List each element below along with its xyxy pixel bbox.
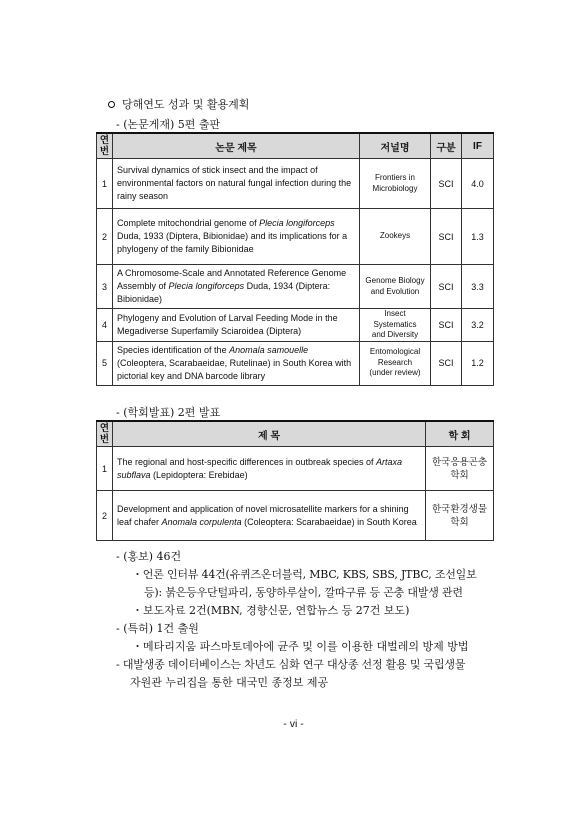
title-text: A Chromosome-Scale and Annotated Reference Genome Assembly of (117, 268, 347, 291)
journal-name-text: Insect Systematics and Diversity (371, 309, 419, 339)
society-name (426, 447, 494, 491)
journal-name-text: Genome Biology and Evolution (365, 276, 425, 296)
presentations-table (96, 420, 494, 541)
title-text: Duda, 1934 (Diptera: Bibionidae) (117, 281, 331, 304)
impact-factor: 3.3 (462, 265, 494, 309)
paper-type: SCI (431, 265, 462, 309)
row-number: 3 (97, 265, 113, 309)
impact-factor: 1.3 (462, 209, 494, 265)
society-name-text: 한국응용곤충 학회 (431, 456, 488, 481)
database-note-continued: 자원관 누리집을 통한 대국민 종정보 제공 (130, 676, 329, 689)
pr-interview-item-continued: 등): 붉은등우단털파리, 동양하루살이, 깔따구류 등 곤충 대발생 관련 (144, 586, 463, 599)
col-header-number: 연 번 (97, 421, 113, 447)
journal-name (360, 265, 431, 309)
species-name: Anomala corpulenta (161, 516, 242, 527)
species-name: Anomala samouelle (229, 344, 309, 355)
database-note: - 대발생종 데이터베이스는 차년도 심화 연구 대상종 선정 활용 및 국립생물 (116, 658, 466, 671)
pr-heading: - (홍보) 46건 (116, 550, 182, 563)
title-text: (Lepidoptera: Erebidae) (150, 469, 248, 480)
table-row (97, 341, 494, 385)
row-number: 4 (97, 309, 113, 342)
paper-type: SCI (431, 209, 462, 265)
paper-title (113, 209, 360, 265)
impact-factor: 1.2 (462, 341, 494, 385)
title-text: Species identification of the (117, 344, 230, 355)
species-name: Plecia longiforceps (168, 281, 245, 291)
presentations-heading: - (학회발표) 2편 발표 (116, 406, 221, 419)
journal-name (360, 159, 431, 209)
page-number: - vi - (283, 718, 304, 730)
col-header-paper-title: 논문 제목 (113, 133, 360, 159)
row-number: 1 (97, 159, 113, 209)
journal-name (360, 309, 431, 342)
title-text: Complete mitochondrial genome of (117, 218, 260, 228)
impact-factor: 4.0 (462, 159, 494, 209)
journal-name-text: Zookeys (379, 231, 411, 241)
row-number: 2 (97, 209, 113, 265)
title-text: (Coleoptera, Scarabaeidae, Rutelinae) in South Korea with pictorial key and DNA barcode library (117, 357, 352, 381)
society-name (426, 491, 494, 541)
title-text: Duda, 1933 (Diptera, Bibionidae) and its implications for a phylogeny of the family Bibionidae (117, 231, 348, 254)
table-row (97, 159, 494, 209)
title-text: Survival dynamics of stick insect and the impact of environmental factors on natural fungal infection during the rainy season (117, 165, 352, 201)
paper-title (113, 341, 360, 385)
title-text: The regional and host-specific differences in outbreak species of (117, 456, 376, 467)
col-header-journal: 저널명 (360, 133, 431, 159)
species-name: Artaxa subflava (117, 456, 402, 480)
papers-table (96, 132, 494, 386)
patent-item: ・메타리지움 파스마토데아에 균주 및 이를 이용한 대벌레의 방제 방법 (132, 640, 469, 653)
row-number: 1 (97, 447, 113, 491)
papers-heading: - (논문게재) 5편 출판 (116, 118, 221, 131)
hollow-circle-bullet-icon (108, 101, 115, 108)
paper-title (113, 309, 360, 342)
table-row (97, 447, 494, 491)
col-header-number: 연 번 (97, 133, 113, 159)
journal-name (360, 209, 431, 265)
table-row (97, 309, 494, 342)
col-header-presentation-title: 제 목 (113, 421, 426, 447)
journal-name-text: Frontiers in Microbiology (372, 173, 418, 193)
title-text: Development and application of novel microsatellite markers for a shining leaf chafer (117, 503, 409, 527)
paper-title (113, 159, 360, 209)
patent-heading: - (특허) 1건 출원 (116, 622, 199, 635)
presentation-title (113, 491, 426, 541)
paper-type: SCI (431, 309, 462, 342)
journal-name-text: Entomological Research (under review) (369, 347, 421, 378)
society-name-text: 한국환경생물 학회 (431, 503, 488, 528)
table-row (97, 491, 494, 541)
title-text: Phylogeny and Evolution of Larval Feeding Mode in the Megadiverse Superfamily Sciaroidea (Diptera) (117, 312, 338, 336)
presentation-title (113, 447, 426, 491)
pr-interview-item: ・언론 인터뷰 44건(유퀴즈온더블럭, MBC, KBS, SBS, JTBC, 조선일보 (132, 568, 477, 581)
paper-type: SCI (431, 341, 462, 385)
row-number: 2 (97, 491, 113, 541)
table-row (97, 209, 494, 265)
section-title (108, 96, 249, 112)
col-header-society: 학 회 (426, 421, 494, 447)
section-title-text: 당해연도 성과 및 활용계획 (122, 98, 250, 111)
col-header-impact-factor: IF (462, 133, 494, 159)
paper-title (113, 265, 360, 309)
pr-press-release-item: ・보도자료 2건(MBN, 경향신문, 연합뉴스 등 27건 보도) (132, 604, 410, 617)
paper-type: SCI (431, 159, 462, 209)
title-text: (Coleoptera: Scarabaeidae) in South Korea (241, 516, 417, 527)
row-number: 5 (97, 341, 113, 385)
journal-name (360, 341, 431, 385)
col-header-type: 구분 (431, 133, 462, 159)
species-name: Plecia longiforceps (259, 218, 335, 228)
impact-factor: 3.2 (462, 309, 494, 342)
table-row (97, 265, 494, 309)
